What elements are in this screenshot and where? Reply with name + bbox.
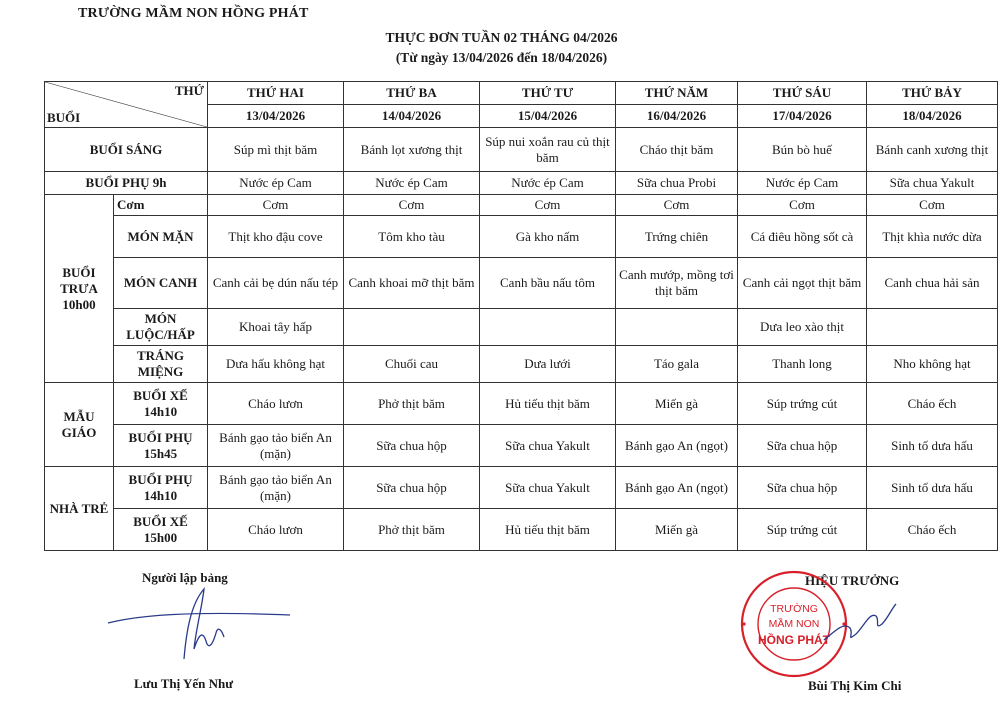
session-label-line: 14h10 bbox=[143, 403, 178, 419]
menu-cell: Cơm bbox=[616, 195, 738, 216]
menu-date-range: (Từ ngày 13/04/2026 đến 18/04/2026) bbox=[395, 50, 608, 65]
stamp-line-3: HỒNG PHÁT bbox=[758, 633, 830, 647]
session-label-line: BUỔI PHỤ bbox=[128, 429, 193, 445]
menu-cell: Canh bầu nấu tôm bbox=[480, 258, 616, 309]
corner-day-label: THỨ bbox=[174, 83, 204, 98]
header-corner bbox=[45, 82, 208, 128]
menu-cell: Cơm bbox=[480, 195, 616, 216]
day-name-row bbox=[45, 82, 998, 105]
menu-cell: Cơm bbox=[738, 195, 867, 216]
day-date: 15/04/2026 bbox=[480, 105, 616, 128]
row-buoi-phu-9h bbox=[45, 172, 998, 195]
menu-cell: Cơm bbox=[867, 195, 998, 216]
session-label: BUỔI PHỤ 9h bbox=[45, 172, 208, 195]
row-mon-luoc bbox=[45, 309, 998, 346]
menu-cell: Sữa chua Yakult bbox=[480, 425, 616, 467]
session-label-line: 15h00 bbox=[143, 529, 178, 545]
day-name: THỨ TƯ bbox=[480, 82, 616, 105]
principal-name: Bùi Thị Kim Chi bbox=[808, 678, 902, 693]
menu-cell: Miến gà bbox=[616, 509, 738, 551]
day-name: THỨ BẢY bbox=[867, 82, 998, 105]
dish-type-label: MÓN CANH bbox=[114, 258, 208, 309]
dish-type-label-line: LUỘC/HẤP bbox=[126, 327, 195, 342]
dish-type-label bbox=[114, 346, 208, 383]
day-date: 14/04/2026 bbox=[344, 105, 480, 128]
day-date: 13/04/2026 bbox=[208, 105, 344, 128]
row-trang-mieng bbox=[45, 346, 998, 383]
day-name: THỨ BA bbox=[344, 82, 480, 105]
dish-type-label-line: TRÁNG bbox=[137, 348, 184, 363]
session-label-line: BUỔI PHỤ bbox=[128, 471, 193, 487]
menu-cell: Cháo ếch bbox=[867, 383, 998, 425]
row-com bbox=[45, 195, 998, 216]
menu-cell: Cháo lươn bbox=[208, 509, 344, 551]
menu-cell: Canh cải ngọt thịt băm bbox=[738, 258, 867, 309]
menu-cell: Cháo lươn bbox=[208, 383, 344, 425]
menu-cell: Bánh gạo An (ngọt) bbox=[616, 425, 738, 467]
group-label-line: MẪU bbox=[63, 408, 95, 424]
menu-cell bbox=[344, 309, 480, 346]
menu-cell: Súp nui xoắn rau củ thịt băm bbox=[480, 128, 616, 172]
day-date: 17/04/2026 bbox=[738, 105, 867, 128]
menu-cell: Bún bò huế bbox=[738, 128, 867, 172]
session-label-line: 10h00 bbox=[62, 296, 96, 312]
menu-cell: Nước ép Cam bbox=[344, 172, 480, 195]
menu-cell: Sữa chua Yakult bbox=[867, 172, 998, 195]
menu-cell bbox=[480, 309, 616, 346]
session-label bbox=[114, 467, 208, 509]
session-label-line: 14h10 bbox=[143, 487, 178, 503]
menu-cell: Dưa lưới bbox=[480, 346, 616, 383]
menu-cell: Hủ tiếu thịt băm bbox=[480, 383, 616, 425]
dish-type-label-line: MIỆNG bbox=[137, 364, 184, 379]
row-nha-tre-buoi-xe bbox=[45, 509, 998, 551]
menu-cell: Sinh tố dưa hấu bbox=[867, 467, 998, 509]
menu-cell: Bánh gạo tảo biển An (mặn) bbox=[208, 467, 344, 509]
menu-cell: Cá điêu hồng sốt cà bbox=[738, 216, 867, 258]
stamp-line-2: MẦM NON bbox=[768, 618, 820, 630]
menu-cell: Canh cải bẹ dún nấu tép bbox=[208, 258, 344, 309]
menu-cell: Gà kho nấm bbox=[480, 216, 616, 258]
preparer-name: Lưu Thị Yến Như bbox=[134, 676, 234, 691]
session-label-line: BUỔI XẾ bbox=[133, 387, 188, 403]
day-name: THỨ HAI bbox=[208, 82, 344, 105]
row-mon-man bbox=[45, 216, 998, 258]
menu-cell: Sữa chua hộp bbox=[344, 425, 480, 467]
row-mon-canh bbox=[45, 258, 998, 309]
day-name: THỨ NĂM bbox=[616, 82, 738, 105]
menu-cell: Phở thịt băm bbox=[344, 383, 480, 425]
session-label-buoi-trua bbox=[45, 195, 114, 383]
menu-cell: Canh khoai mỡ thịt băm bbox=[344, 258, 480, 309]
menu-cell bbox=[616, 309, 738, 346]
principal-signature bbox=[820, 600, 900, 650]
menu-cell: Dưa hấu không hạt bbox=[208, 346, 344, 383]
dish-type-label: Cơm bbox=[114, 195, 208, 216]
menu-cell: Chuối cau bbox=[344, 346, 480, 383]
menu-cell: Sữa chua hộp bbox=[738, 425, 867, 467]
dish-type-label: MÓN MẶN bbox=[114, 216, 208, 258]
menu-cell: Súp trứng cút bbox=[738, 383, 867, 425]
menu-cell: Sinh tố dưa hấu bbox=[867, 425, 998, 467]
session-label bbox=[114, 383, 208, 425]
menu-cell: Táo gala bbox=[616, 346, 738, 383]
session-label-line: 15h45 bbox=[143, 445, 178, 461]
menu-cell: Sữa chua hộp bbox=[344, 467, 480, 509]
menu-cell: Bánh canh xương thịt bbox=[867, 128, 998, 172]
menu-title: THỰC ĐƠN TUẦN 02 THÁNG 04/2026 bbox=[385, 30, 618, 45]
day-date: 18/04/2026 bbox=[867, 105, 998, 128]
session-label-line: BUỔI XẾ bbox=[133, 513, 188, 529]
menu-cell: Nước ép Cam bbox=[480, 172, 616, 195]
menu-cell: Tôm kho tàu bbox=[344, 216, 480, 258]
preparer-signature bbox=[100, 585, 300, 665]
group-label-mau-giao bbox=[45, 383, 114, 467]
menu-cell: Cơm bbox=[208, 195, 344, 216]
principal-title: HIỆU TRƯỞNG bbox=[805, 573, 900, 588]
session-label: BUỔI SÁNG bbox=[45, 128, 208, 172]
row-mau-giao-buoi-phu bbox=[45, 425, 998, 467]
menu-cell: Hủ tiếu thịt băm bbox=[480, 509, 616, 551]
menu-cell: Bánh lọt xương thịt bbox=[344, 128, 480, 172]
stamp-line-1: TRƯỜNG bbox=[770, 603, 818, 615]
menu-cell: Nước ép Cam bbox=[208, 172, 344, 195]
menu-cell: Súp trứng cút bbox=[738, 509, 867, 551]
menu-cell: Sữa chua Probi bbox=[616, 172, 738, 195]
menu-cell: Canh chua hải sản bbox=[867, 258, 998, 309]
menu-cell: Phở thịt băm bbox=[344, 509, 480, 551]
session-label bbox=[114, 425, 208, 467]
menu-cell: Bánh gạo tảo biển An (mặn) bbox=[208, 425, 344, 467]
menu-cell: Bánh gạo An (ngọt) bbox=[616, 467, 738, 509]
day-date: 16/04/2026 bbox=[616, 105, 738, 128]
weekly-menu-table bbox=[44, 81, 998, 551]
menu-cell: Cháo ếch bbox=[867, 509, 998, 551]
row-nha-tre-buoi-phu bbox=[45, 467, 998, 509]
session-label bbox=[114, 509, 208, 551]
menu-cell: Nước ép Cam bbox=[738, 172, 867, 195]
menu-cell: Súp mì thịt băm bbox=[208, 128, 344, 172]
menu-cell: Nho không hạt bbox=[867, 346, 998, 383]
dish-type-label bbox=[114, 309, 208, 346]
menu-cell: Miến gà bbox=[616, 383, 738, 425]
menu-cell: Khoai tây hấp bbox=[208, 309, 344, 346]
group-label-line: GIÁO bbox=[61, 424, 97, 440]
preparer-title: Người lập bảng bbox=[142, 570, 228, 585]
menu-cell: Dưa leo xào thịt bbox=[738, 309, 867, 346]
menu-cell: Cháo thịt băm bbox=[616, 128, 738, 172]
menu-cell: Sữa chua Yakult bbox=[480, 467, 616, 509]
menu-cell: Thanh long bbox=[738, 346, 867, 383]
group-label-nha-tre: NHÀ TRẺ bbox=[45, 467, 114, 551]
corner-session-label: BUỔI bbox=[47, 110, 81, 125]
menu-cell: Trứng chiên bbox=[616, 216, 738, 258]
menu-cell: Sữa chua hộp bbox=[738, 467, 867, 509]
menu-cell bbox=[867, 309, 998, 346]
menu-cell: Canh mướp, mồng tơi thịt băm bbox=[616, 258, 738, 309]
school-name: TRƯỜNG MẦM NON HỒNG PHÁT bbox=[78, 6, 309, 21]
menu-cell: Thịt khìa nước dừa bbox=[867, 216, 998, 258]
menu-cell: Cơm bbox=[344, 195, 480, 216]
row-mau-giao-buoi-xe bbox=[45, 383, 998, 425]
session-label-line: BUỔI bbox=[62, 264, 96, 280]
dish-type-label-line: MÓN bbox=[144, 311, 177, 326]
menu-cell: Thịt kho đậu cove bbox=[208, 216, 344, 258]
session-label-line: TRƯA bbox=[60, 280, 98, 296]
row-buoi-sang bbox=[45, 128, 998, 172]
day-name: THỨ SÁU bbox=[738, 82, 867, 105]
